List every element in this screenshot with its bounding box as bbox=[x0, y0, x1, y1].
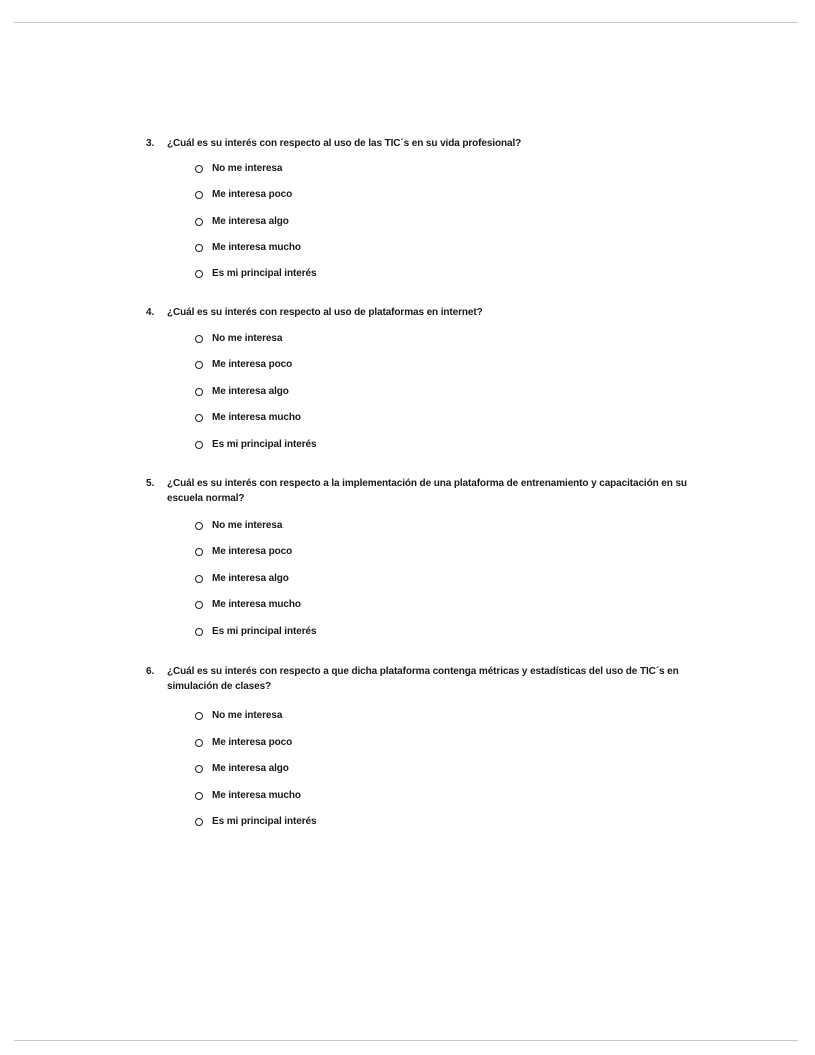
radio-button[interactable] bbox=[195, 712, 203, 720]
option-es-mi-principal-interes[interactable] bbox=[195, 437, 316, 453]
radio-button[interactable] bbox=[195, 522, 203, 530]
option-label: No me interesa bbox=[212, 333, 283, 344]
radio-button[interactable] bbox=[195, 792, 203, 800]
option-me-interesa-poco[interactable] bbox=[195, 544, 292, 560]
option-label: Me interesa algo bbox=[212, 386, 289, 397]
option-me-interesa-algo[interactable] bbox=[195, 384, 289, 400]
radio-button[interactable] bbox=[195, 575, 203, 583]
question-number: 3. bbox=[146, 138, 155, 149]
option-label: No me interesa bbox=[212, 710, 283, 721]
top-divider bbox=[14, 22, 798, 23]
question-text: ¿Cuál es su interés con respecto al uso de plataformas en internet? bbox=[167, 307, 483, 318]
radio-button[interactable] bbox=[195, 601, 203, 609]
option-label: Me interesa poco bbox=[212, 359, 293, 370]
radio-button[interactable] bbox=[195, 335, 203, 343]
option-no-me-interesa[interactable] bbox=[195, 708, 282, 724]
option-label: Me interesa mucho bbox=[212, 412, 301, 423]
option-me-interesa-algo[interactable] bbox=[195, 571, 289, 587]
option-label: Es mi principal interés bbox=[212, 816, 317, 827]
option-me-interesa-algo[interactable] bbox=[195, 761, 289, 777]
option-me-interesa-algo[interactable] bbox=[195, 214, 289, 230]
question-text: ¿Cuál es su interés con respecto al uso de las TIC´s en su vida profesional? bbox=[167, 138, 522, 149]
radio-button[interactable] bbox=[195, 388, 203, 396]
option-label: No me interesa bbox=[212, 163, 283, 174]
question-text: ¿Cuál es su interés con respecto a que dicha plataforma contenga métricas y estadísticas del uso de TIC´s en simulación de clases? bbox=[167, 666, 679, 692]
option-label: Me interesa algo bbox=[212, 216, 289, 227]
radio-button[interactable] bbox=[195, 165, 203, 173]
option-label: Me interesa mucho bbox=[212, 242, 301, 253]
question-heading bbox=[146, 664, 706, 694]
question-number: 6. bbox=[146, 666, 155, 677]
option-me-interesa-poco[interactable] bbox=[195, 735, 292, 751]
option-label: Me interesa poco bbox=[212, 189, 293, 200]
question-heading bbox=[146, 476, 706, 506]
option-label: Me interesa algo bbox=[212, 763, 289, 774]
option-label: Es mi principal interés bbox=[212, 268, 317, 279]
question-heading bbox=[146, 305, 706, 320]
option-no-me-interesa[interactable] bbox=[195, 331, 282, 347]
option-label: Me interesa mucho bbox=[212, 790, 301, 801]
option-es-mi-principal-interes[interactable] bbox=[195, 624, 316, 640]
radio-button[interactable] bbox=[195, 739, 203, 747]
question-number: 4. bbox=[146, 307, 155, 318]
option-me-interesa-mucho[interactable] bbox=[195, 410, 301, 426]
radio-button[interactable] bbox=[195, 628, 203, 636]
question-heading bbox=[146, 136, 706, 151]
option-me-interesa-mucho[interactable] bbox=[195, 240, 301, 256]
radio-button[interactable] bbox=[195, 244, 203, 252]
radio-button[interactable] bbox=[195, 765, 203, 773]
question-number: 5. bbox=[146, 478, 155, 489]
bottom-divider bbox=[14, 1040, 798, 1041]
option-label: Me interesa poco bbox=[212, 546, 293, 557]
radio-button[interactable] bbox=[195, 361, 203, 369]
option-label: Me interesa mucho bbox=[212, 599, 301, 610]
option-label: Es mi principal interés bbox=[212, 439, 317, 450]
question-text: ¿Cuál es su interés con respecto a la implementación de una plataforma de entrenamiento y capacitación en su escuela normal? bbox=[167, 478, 687, 504]
radio-button[interactable] bbox=[195, 218, 203, 226]
option-me-interesa-mucho[interactable] bbox=[195, 788, 301, 804]
option-label: No me interesa bbox=[212, 520, 283, 531]
option-es-mi-principal-interes[interactable] bbox=[195, 266, 316, 282]
option-label: Me interesa poco bbox=[212, 737, 293, 748]
option-es-mi-principal-interes[interactable] bbox=[195, 814, 316, 830]
radio-button[interactable] bbox=[195, 818, 203, 826]
option-me-interesa-poco[interactable] bbox=[195, 357, 292, 373]
option-me-interesa-poco[interactable] bbox=[195, 187, 292, 203]
option-me-interesa-mucho[interactable] bbox=[195, 597, 301, 613]
radio-button[interactable] bbox=[195, 414, 203, 422]
radio-button[interactable] bbox=[195, 191, 203, 199]
option-label: Es mi principal interés bbox=[212, 626, 317, 637]
option-label: Me interesa algo bbox=[212, 573, 289, 584]
radio-button[interactable] bbox=[195, 548, 203, 556]
option-no-me-interesa[interactable] bbox=[195, 518, 282, 534]
option-no-me-interesa[interactable] bbox=[195, 161, 282, 177]
radio-button[interactable] bbox=[195, 441, 203, 449]
radio-button[interactable] bbox=[195, 270, 203, 278]
